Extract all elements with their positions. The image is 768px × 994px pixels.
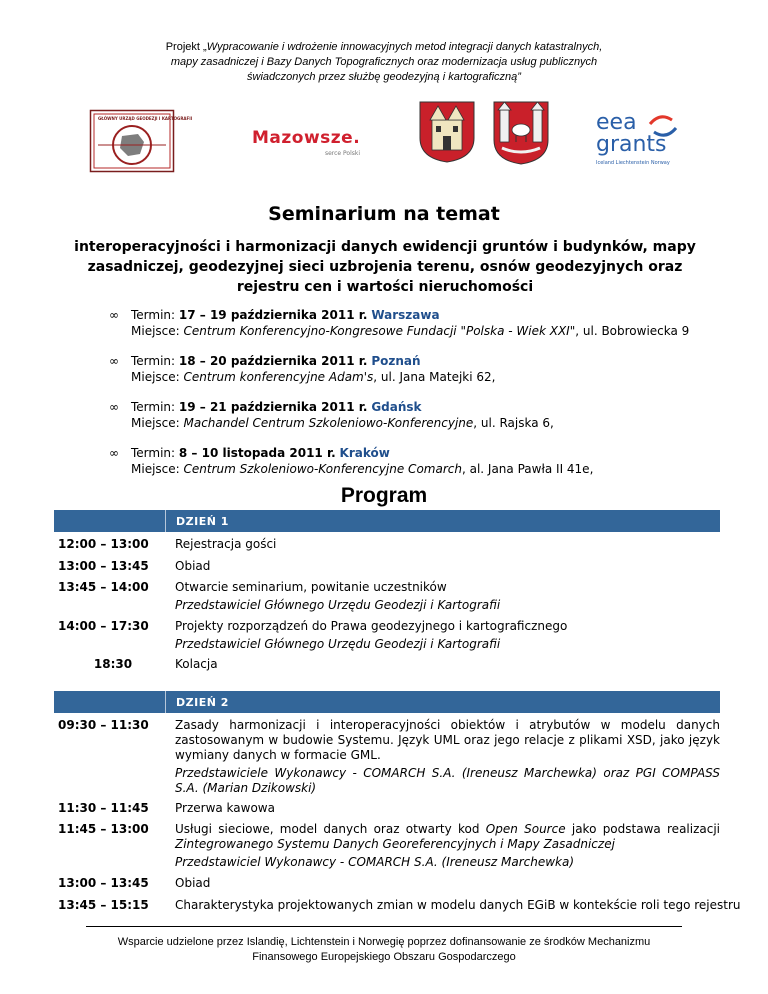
gugik-logo-text: GŁÓWNY URZĄD GEODEZJI I KARTOGRAFII (98, 116, 193, 121)
row-time: 13:00 – 13:45 (58, 876, 149, 890)
header-line-3: świadczonych przez służbę geodezyjną i kartograficzną” (247, 71, 521, 83)
coat-of-arms-red (418, 100, 476, 164)
text-fragment: Termin: (131, 446, 179, 460)
term-city: Kraków (339, 446, 390, 460)
eea-swirl-icon (646, 110, 680, 140)
row-desc: Charakterystyka projektowanych zmian w modelu danych EGiB w kontekście roli tego rejestru (175, 898, 741, 912)
row-speaker: Przedstawiciele Wykonawcy - COMARCH S.A. (Ireneusz Marchewka) oraz PGI COMPASS S.A. (Marian Dzikowski) (175, 766, 720, 795)
text-fragment: Termin: (131, 400, 179, 414)
term-venue: Centrum Szkoleniowo-Konferencyjne Comarch (183, 462, 462, 476)
text-fragment: Usługi sieciowe, model danych oraz otwarty kod (175, 822, 486, 836)
row-desc: Zasady harmonizacji i interoperacyjności obiektów i atrybutów w modelu danych zastosowanym w budowie Systemu. Język UML oraz jego relacje z plikami XSD, jako język wymiany danych w formacie GML. (175, 718, 720, 762)
row-desc: Rejestracja gości (175, 537, 277, 551)
day1-header (54, 510, 720, 532)
term-city: Gdańsk (371, 400, 422, 414)
row-time: 11:45 – 13:00 (58, 822, 149, 836)
eea-grants-logo (596, 112, 686, 172)
bullet-icon: ∞ (109, 446, 119, 460)
logos-row (0, 100, 768, 180)
text-fragment: Miejsce: (131, 370, 184, 384)
day2-header (54, 691, 720, 713)
term-address: , ul. Rajska 6, (473, 416, 554, 430)
text-fragment: Zintegrowanego Systemu Danych Georeferencyjnych i Mapy Zasadniczej (175, 837, 615, 851)
row-desc: Obiad (175, 876, 211, 890)
text-fragment: Termin: (131, 354, 179, 368)
text-fragment: jako podstawa realizacji (565, 822, 721, 836)
bullet-icon: ∞ (109, 354, 119, 368)
row-desc: Projekty rozporządzeń do Prawa geodezyjnego i kartograficznego (175, 619, 568, 633)
row-speaker: Przedstawiciel Głównego Urzędu Geodezji i Kartografii (175, 598, 501, 612)
mazowsze-tagline: serce Polski (324, 150, 360, 157)
term-dates: 8 – 10 listopada 2011 r. (178, 446, 336, 460)
term-address: , ul. Jana Matejki 62, (373, 370, 496, 384)
coat-of-arms-ram (492, 100, 550, 166)
footer-line-2: Finansowego Europejskiego Obszaru Gospodarczego (252, 951, 516, 963)
term-address: , al. Jana Pawła II 41e, (461, 462, 594, 476)
mazowsze-wordmark: Mazowsze. (252, 128, 361, 148)
gugik-logo (90, 110, 193, 172)
row-time: 11:30 – 11:45 (58, 801, 149, 815)
term-venue: Machandel Centrum Szkoleniowo-Konferencyjne (183, 416, 474, 430)
day2-label: DZIEŃ 2 (176, 696, 229, 709)
footer-divider (86, 926, 682, 927)
text-fragment: Termin: (131, 308, 179, 322)
text-fragment: Miejsce: (131, 416, 184, 430)
row-time: 18:30 (93, 657, 133, 671)
row-time: 12:00 – 13:00 (58, 537, 149, 551)
program-heading: Program (340, 484, 428, 507)
row-desc: Przerwa kawowa (175, 801, 275, 815)
text-fragment: Miejsce: (131, 324, 184, 338)
term-venue: Centrum Konferencyjno-Kongresowe Fundacji "Polska - Wiek XXI" (183, 324, 576, 338)
header-line-2: mapy zasadniczej i Bazy Danych Topograficznych oraz modernizacja usług publicznych (170, 56, 598, 68)
day1-label: DZIEŃ 1 (176, 515, 229, 528)
eea-wordmark: eea (596, 110, 637, 135)
term-venue: Centrum konferencyjne Adam's (183, 370, 374, 384)
term-dates: 18 – 20 października 2011 r. (178, 354, 368, 368)
footer-line-1: Wsparcie udzielone przez Islandię, Lichtenstein i Norwegię poprzez dofinansowanie ze środków Mechanizmu (117, 936, 651, 948)
seminar-subtitle: interoperacyjności i harmonizacji danych ewidencji gruntów i budynków, mapy zasadniczej, geodezyjnej sieci uzbrojenia terenu, osnów geodezyjnych oraz rejestru cen i wartości nieruchomości (74, 239, 696, 295)
eea-tagline: Iceland Liechtenstein Norway (596, 160, 670, 166)
text-fragment: Miejsce: (131, 462, 184, 476)
term-address: , ul. Bobrowiecka 9 (575, 324, 690, 338)
mazowsze-logo (252, 128, 374, 164)
term-city: Poznań (371, 354, 421, 368)
term-dates: 17 – 19 października 2011 r. (178, 308, 368, 322)
term-dates: 19 – 21 października 2011 r. (178, 400, 368, 414)
row-speaker: Przedstawiciel Wykonawcy - COMARCH S.A. (Ireneusz Marchewka) (175, 855, 575, 869)
header-prefix: Projekt „ (165, 41, 207, 53)
row-speaker: Przedstawiciel Głównego Urzędu Geodezji i Kartografii (175, 637, 501, 651)
row-desc: Kolacja (175, 657, 218, 671)
row-time: 09:30 – 11:30 (58, 718, 149, 732)
grants-wordmark: grants (596, 132, 667, 157)
text-fragment: Open Source (485, 822, 566, 836)
row-desc: Obiad (175, 559, 211, 573)
term-city: Warszawa (371, 308, 440, 322)
row-time: 14:00 – 17:30 (58, 619, 149, 633)
row-desc: Otwarcie seminarium, powitanie uczestników (175, 580, 447, 594)
footer (0, 935, 768, 965)
row-time: 13:45 – 14:00 (58, 580, 149, 594)
bullet-icon: ∞ (109, 308, 119, 322)
bullet-icon: ∞ (109, 400, 119, 414)
seminar-title: Seminarium na temat (268, 203, 500, 225)
project-header (0, 40, 768, 85)
header-line-1: Wypracowanie i wdrożenie innowacyjnych metod integracji danych katastralnych, (206, 41, 603, 53)
row-time: 13:00 – 13:45 (58, 559, 149, 573)
row-time: 13:45 – 15:15 (58, 898, 149, 912)
